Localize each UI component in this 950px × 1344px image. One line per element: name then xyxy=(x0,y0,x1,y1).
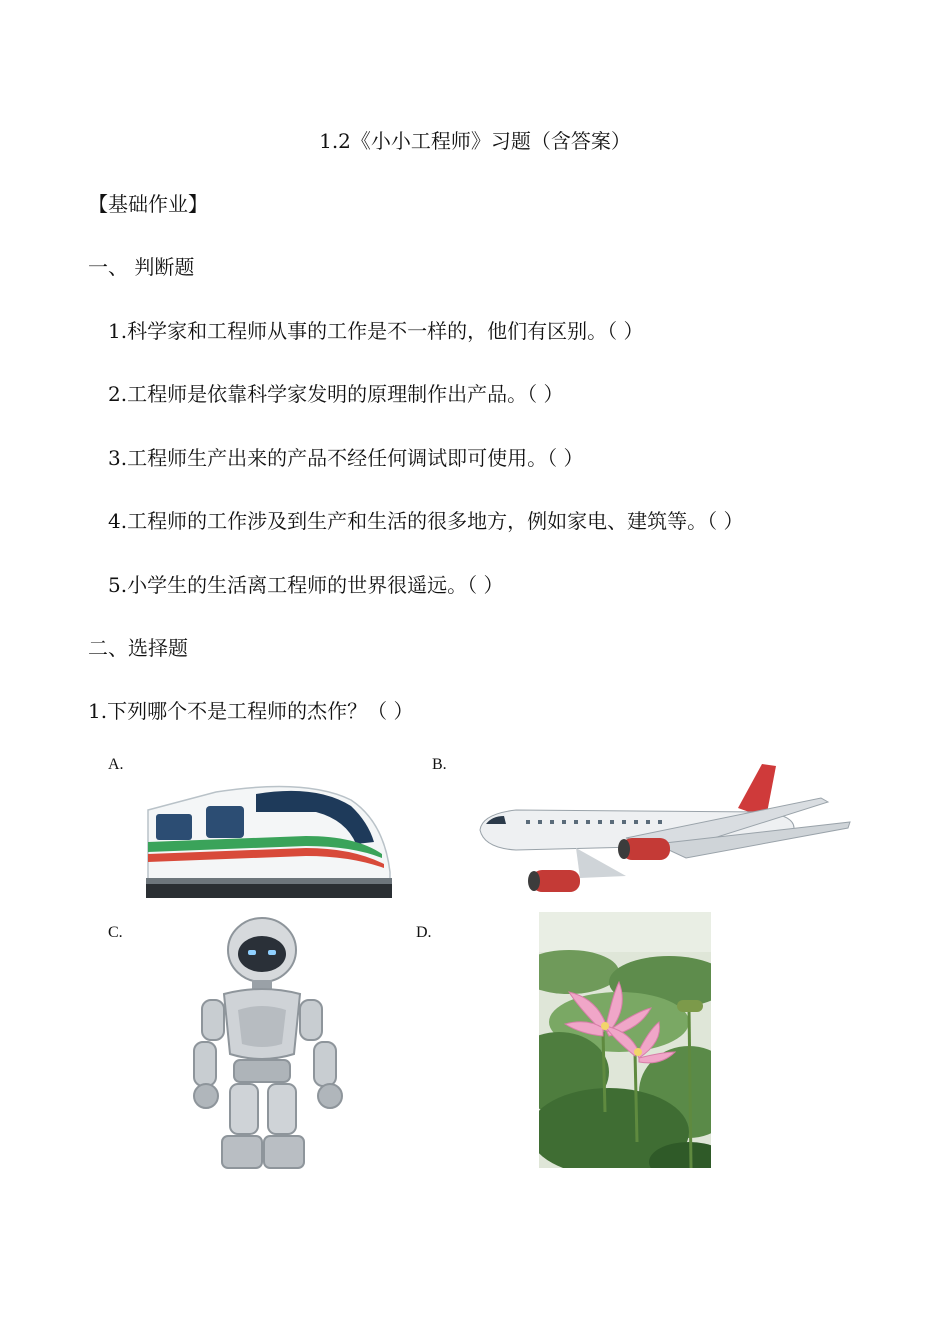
choice-question-1: 1.下列哪个不是工程师的杰作？（ ） xyxy=(88,699,414,723)
judgement-item-2: 2.工程师是依靠科学家发明的原理制作出产品。（ ） xyxy=(108,382,564,406)
maglev-train-image xyxy=(146,772,392,898)
option-c-label: C. xyxy=(108,924,123,941)
page-title: 1.2《小小工程师》习题（含答案） xyxy=(319,129,631,153)
airplane-image xyxy=(476,758,852,898)
part1-heading: 一、 判断题 xyxy=(88,255,195,279)
judgement-item-5: 5.小学生的生活离工程师的世界很遥远。（ ） xyxy=(108,573,504,597)
judgement-item-3: 3.工程师生产出来的产品不经任何调试即可使用。（ ） xyxy=(108,446,584,470)
section-header: 【基础作业】 xyxy=(88,192,208,216)
lotus-flower-image xyxy=(539,912,711,1168)
part2-heading: 二、选择题 xyxy=(88,636,188,660)
judgement-item-4: 4.工程师的工作涉及到生产和生活的很多地方，例如家电、建筑等。（ ） xyxy=(108,509,744,533)
option-b-label: B. xyxy=(432,756,447,773)
robot-image xyxy=(188,914,360,1170)
judgement-item-1: 1.科学家和工程师从事的工作是不一样的，他们有区别。（ ） xyxy=(108,319,644,343)
option-a-label: A. xyxy=(108,756,124,773)
option-d-label: D. xyxy=(416,924,432,941)
